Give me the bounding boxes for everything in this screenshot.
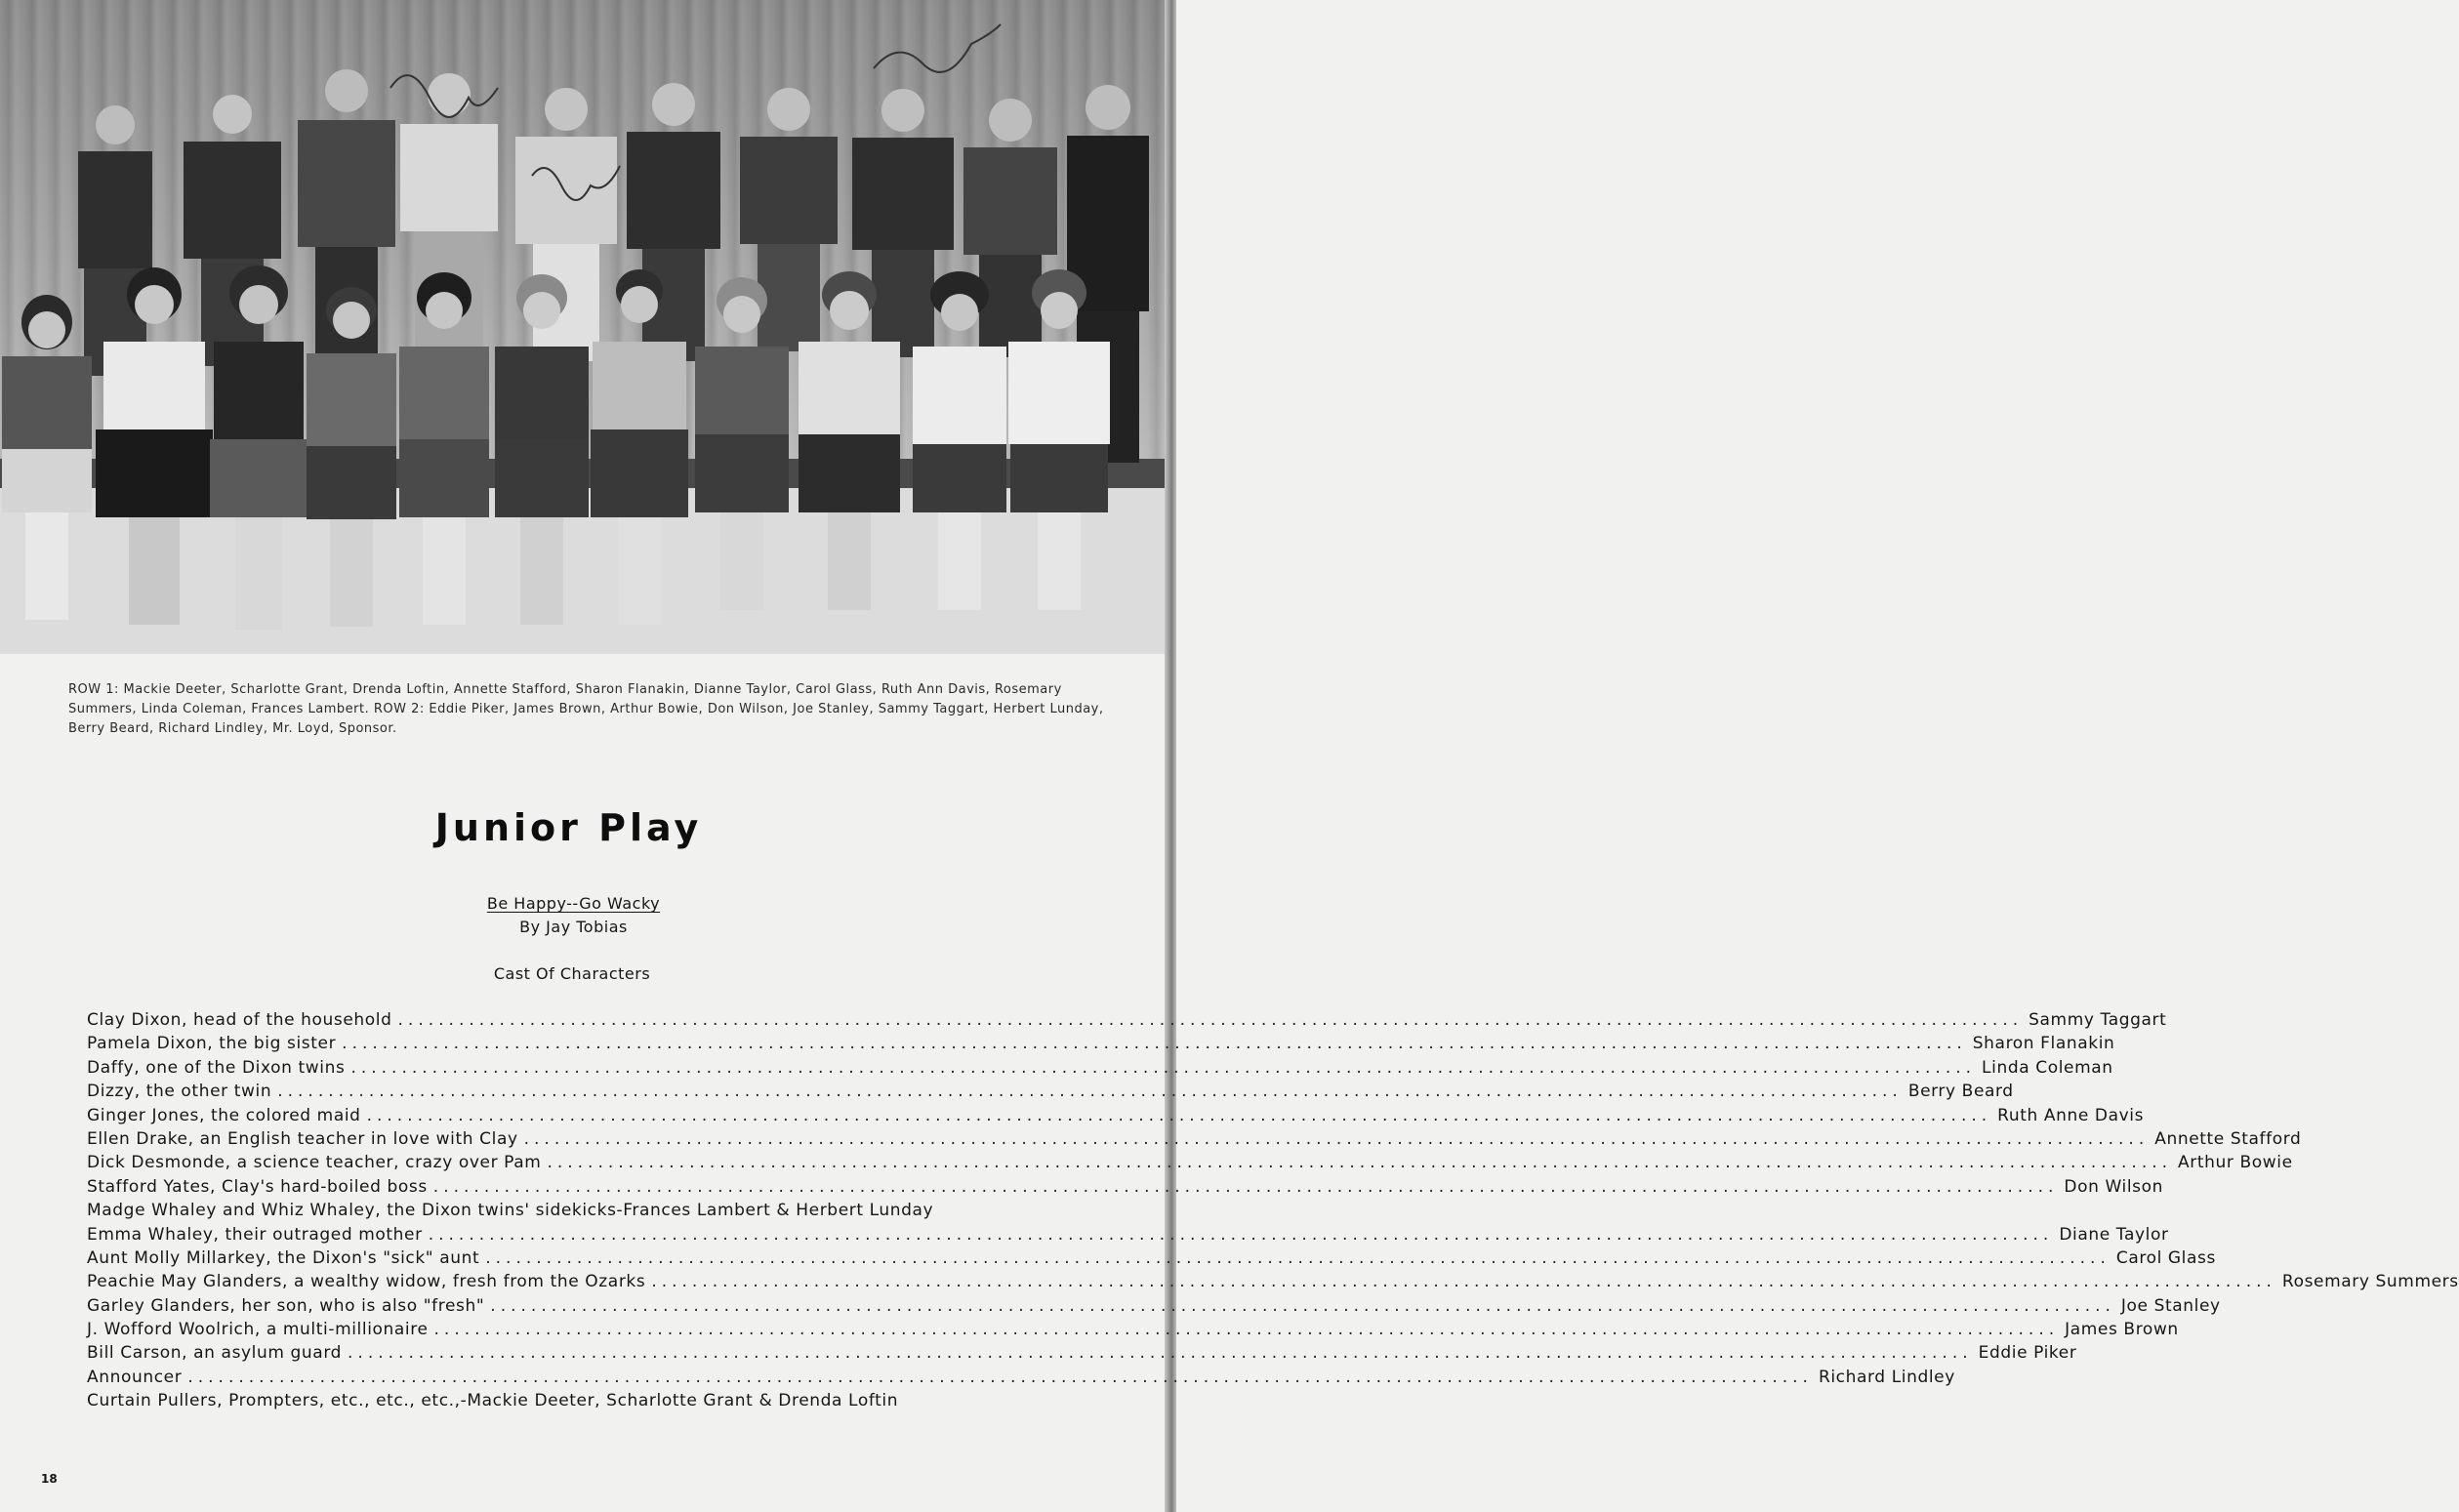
cast-actor: Sharon Flanakin: [1972, 1034, 2115, 1054]
dot-leader: ................................................................................................................................................................: [187, 1367, 1813, 1387]
cast-row: [87, 1105, 2145, 1129]
dot-leader: ................................................................................................................................................................: [490, 1295, 2115, 1316]
dot-leader: ................................................................................................................................................................: [485, 1247, 2111, 1268]
cast-list: [87, 1010, 2459, 1415]
cast-heading: Cast Of Characters: [493, 964, 651, 983]
cast-role: Stafford Yates, Clay's hard-boiled boss: [87, 1176, 428, 1197]
play-author: By Jay Tobias: [519, 918, 628, 936]
cast-role: J. Wofford Woolrich, a multi-millionaire: [87, 1320, 429, 1340]
cast-row: [87, 1128, 2302, 1153]
cast-role: Garley Glanders, her son, who is also "fresh": [87, 1295, 485, 1316]
cast-role: Aunt Molly Millarkey, the Dixon's "sick" aunt: [87, 1247, 480, 1268]
cast-actor: Don Wilson: [2064, 1176, 2163, 1197]
cast-row: [87, 1272, 2459, 1295]
cast-row: [87, 1176, 2163, 1201]
cast-actor: Mackie Deeter, Scharlotte Grant & Drenda Loftin: [467, 1391, 899, 1411]
cast-role: Dizzy, the other twin: [87, 1082, 272, 1102]
cast-actor: Sammy Taggart: [2029, 1010, 2167, 1030]
cast-actor: Annette Stafford: [2154, 1128, 2302, 1149]
dot-leader: ................................................................................................................................................................: [433, 1320, 2060, 1340]
dot-leader: ................................................................................................................................................................: [277, 1082, 1903, 1102]
cast-row: [87, 1034, 2115, 1057]
dot-leader: ................................................................................................................................................................: [547, 1153, 2173, 1173]
play-title: [0, 894, 1147, 913]
cast-role: Ginger Jones, the colored maid: [87, 1105, 361, 1125]
cast-row: [87, 1153, 2293, 1176]
group-photo-drawing: [0, 0, 1165, 654]
dot-leader: ................................................................................................................................................................: [348, 1343, 1973, 1364]
cast-row: [87, 1391, 1063, 1414]
cast-role: Bill Carson, an asylum guard: [87, 1343, 343, 1364]
cast-role: Pamela Dixon, the big sister: [87, 1034, 337, 1054]
cast-actor: Joe Stanley: [2120, 1295, 2221, 1316]
front-row: [2, 266, 1110, 630]
dot-leader: ................................................................................................................................................................: [350, 1057, 1977, 1078]
cast-actor: Ruth Anne Davis: [1997, 1105, 2145, 1125]
cast-row: [87, 1224, 2169, 1248]
cast-actor: Carol Glass: [2115, 1247, 2216, 1268]
cast-row: [87, 1201, 1063, 1224]
cast-role: Emma Whaley, their outraged mother: [87, 1224, 423, 1245]
cast-role: Madge Whaley and Whiz Whaley, the Dixon twins' sidekicks-: [87, 1201, 624, 1221]
cast-actor: Frances Lambert & Herbert Lunday: [623, 1201, 934, 1221]
page-number: 18: [41, 1472, 58, 1486]
cast-actor: Diane Taylor: [2059, 1224, 2169, 1245]
cast-role: Announcer: [87, 1367, 183, 1387]
cast-actor: James Brown: [2065, 1320, 2179, 1340]
cast-row: [87, 1010, 2167, 1034]
dot-leader: ................................................................................................................................................................: [523, 1128, 2150, 1149]
dot-leader: ................................................................................................................................................................: [432, 1176, 2059, 1197]
cast-row: [87, 1247, 2216, 1272]
dot-leader: ................................................................................................................................................................: [342, 1034, 1967, 1054]
cast-row: [87, 1057, 2113, 1082]
cast-role: Dick Desmonde, a science teacher, crazy over Pam: [87, 1153, 542, 1173]
cast-role: Clay Dixon, head of the household: [87, 1010, 392, 1030]
group-photo: [0, 0, 1165, 654]
dot-leader: ................................................................................................................................................................: [651, 1272, 2276, 1292]
photo-caption: ROW 1: Mackie Deeter, Scharlotte Grant, Drenda Loftin, Annette Stafford, Sharon Flanakin, Dianne Taylor, Carol Glass, Ruth Ann Davis, Rosemary Summers, Linda Coleman, Frances Lambert. ROW 2: Eddie Piker, James Brown, Arthur Bowie, Don Wilson, Joe Stanley, Sammy Taggart, Herbert Lunday, Berry Beard, Richard Lindley, Mr. Loyd, Sponsor.: [68, 682, 1104, 736]
play-title-text: Be Happy--Go Wacky: [486, 894, 661, 913]
cast-actor: Richard Lindley: [1818, 1367, 1955, 1387]
cast-role: Peachie May Glanders, a wealthy widow, fresh from the Ozarks: [87, 1272, 646, 1292]
cast-actor: Arthur Bowie: [2178, 1153, 2293, 1173]
dot-leader: ................................................................................................................................................................: [397, 1010, 2024, 1030]
cast-row: [87, 1343, 2077, 1367]
dot-leader: ................................................................................................................................................................: [428, 1224, 2054, 1245]
cast-row: [87, 1295, 2221, 1320]
cast-actor: Eddie Piker: [1978, 1343, 2077, 1364]
cast-row: [87, 1082, 2014, 1105]
cast-role: Ellen Drake, an English teacher in love with Clay: [87, 1128, 518, 1149]
cast-role: Curtain Pullers, Prompters, etc., etc., etc.,-: [87, 1391, 468, 1411]
cast-actor: Rosemary Summers: [2281, 1272, 2459, 1292]
dot-leader: ................................................................................................................................................................: [366, 1105, 1992, 1125]
cast-row: [87, 1320, 2179, 1343]
cast-role: Daffy, one of the Dixon twins: [87, 1057, 346, 1078]
page-title: Junior Play: [434, 806, 703, 849]
cast-actor: Berry Beard: [1907, 1082, 2014, 1102]
cast-row: [87, 1367, 1955, 1391]
cast-actor: Linda Coleman: [1982, 1057, 2113, 1078]
